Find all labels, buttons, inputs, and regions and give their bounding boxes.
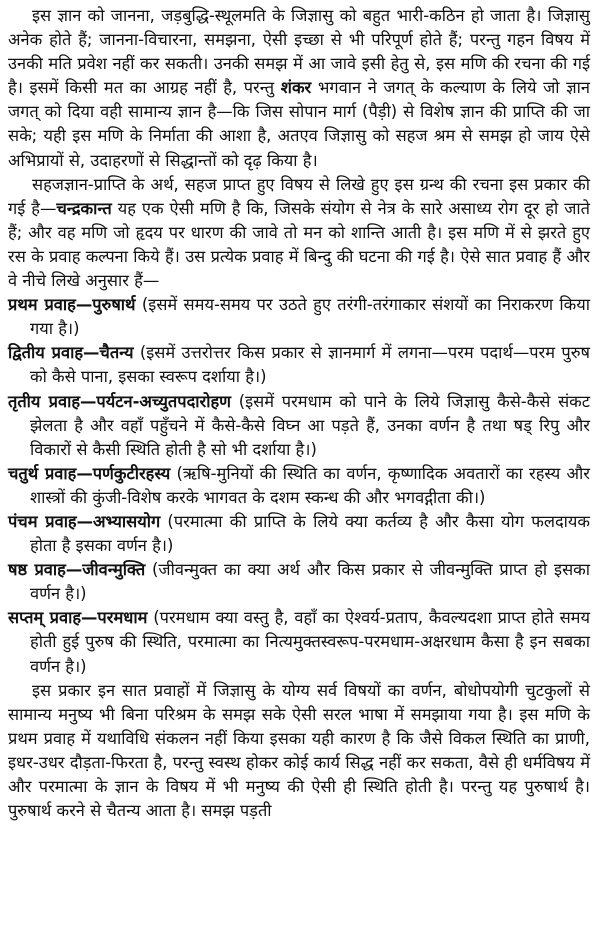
flow-description: (परमधाम क्या वस्तु है, वहाँ का ऐश्वर्य-प्रताप, कैवल्यदशा प्राप्त होते समय होती हुई पुरुष की स्थिति, परमात्मा का नित्यमुक्तस्वरूप-परमधाम-अक्षरधाम कैसा है इन सबका वर्णन है।) [30,608,590,676]
intro-paragraph [8,4,590,173]
flow-description: (परमात्मा की प्राप्ति के लिये क्या कर्तव्य है और कैसा योग फलदायक होता है इसका वर्णन है।) [30,511,591,556]
flow-heading: तृतीय प्रवाह—पर्यटन-अच्युतपदारोहण [8,391,232,411]
flow-entry-4 [8,462,590,510]
composition-text-end: यह एक ऐसी मणि है कि, जिसके संयोग से नेत्र के सारे असाध्य रोग दूर हो जाते हैं; और वह मणि जो हृदय पर धारण की जावे तो मन को शान्ति आती है। इस मणि में से झरते हुए रस के प्रवाह कल्पना किये हैं। उस प्रत्येक प्रवाह में बिन्दु की घटना की गई है। ऐसे सात प्रवाह हैं और वे नीचे लिखे अनुसार हैं— [8,198,590,291]
closing-paragraph: इस प्रकार इन सात प्रवाहों में जिज्ञासु के योग्य सर्व विषयों का वर्णन, बोधोपयोगी चुटकुलों से सामान्य मनुष्य भी बिना परिश्रम के समझ सके ऐसी सरल भाषा में समझाया गया है। इस मणि के प्रथम प्रवाह में यथाविधि संकलन नहीं किया इसका यही कारण है कि जैसे विकल स्थिति का प्राणी, इधर-उधर दौड़ता-फिरता है, परन्तु स्वस्थ होकर कोई कार्य सिद्ध नहीं कर सकता, वैसे ही धर्मविषय में और परमात्मा के ज्ञान के विषय में भी मनुष्य की ऐसी ही स्थिति होती है। परन्तु यह पुरुषार्थ है। पुरुषार्थ करने से चैतन्य आता है। समझ पड़ती [8,680,590,821]
intro-text-start: इस ज्ञान को जानना, जड़बुद्धि-स्थूलमति के जिज्ञासु को बहुत भारी-कठिन हो जाता है। जिज्ञासु अनेक होते हैं; जानना-विचारना, समझना, ऐसी इच्छा से भी परिपूर्ण होते हैं; परन्तु गहन विषय में उनकी मति प्रवेश नहीं कर सकती। उनकी समझ में आ जावे इसी हेतु से, इस मणि की रचना की गई है। इसमें किसी मत का आग्रह नहीं है, परन्तु [8,6,590,98]
composition-text-start: सहजज्ञान-प्राप्ति के अर्थ, सहज प्राप्त हुए विषय से लिखे हुए इस ग्रन्थ की रचना इस प्रकार की गई है— [8,174,590,218]
flow-description: (इसमें समय-समय पर उठते हुए तरंगी-तरंगाकार संशयों का निराकरण किया गया है।) [30,295,590,339]
flow-entry-1 [8,293,590,341]
flow-description: (जीवन्मुक्त का क्या अर्थ और किस प्रकार से जीवन्मुक्ति प्राप्त हो इसका वर्णन है।) [30,560,590,604]
flow-heading: पंचम प्रवाह—अभ्यासयोग [8,511,161,531]
flow-entry-3 [8,390,590,462]
flow-heading: द्वितीय प्रवाह—चैतन्य [8,343,134,363]
flow-entry-7 [8,606,590,678]
flow-entry-5 [8,510,590,558]
shankar-name: शंकर [280,78,312,98]
flow-entry-2 [8,341,590,389]
book-title-chandrakant: चन्द्रकान्त [56,198,112,218]
flow-heading: सप्तम् प्रवाह—परमधाम [8,608,148,628]
flow-description: (इसमें उत्तरोत्तर किस प्रकार से ज्ञानमार्ग में लगना—परम पदार्थ—परम पुरुष को कैसे पाना, इसका स्वरूप दर्शाया है।) [30,343,590,387]
intro-text-end: भगवान ने जगत् के कल्याण के लिये जो ज्ञान जगत् को दिया वही सामान्य ज्ञान है—कि जिस सोपान मार्ग (पैड़ी) से विशेष ज्ञान की प्राप्ति की जा सके; यही इस मणि के निर्माता की आशा है, अतएव जिज्ञासु को सहज श्रम से समझ हो जाय ऐसे अभिप्रायों से, उदाहरणों से सिद्धान्तों को दृढ़ किया है। [8,78,590,170]
flow-heading: षष्ठ प्रवाह—जीवन्मुक्ति [8,560,146,580]
flow-entry-6 [8,558,590,606]
flow-description: (इसमें परमधाम को पाने के लिये जिज्ञासु कैसे-कैसे संकट झेलता है और वहाँ पहुँचने में कैसे-कैसे विघ्न आ पड़ते हैं, उनका वर्णन है तथा षड् रिपु और विकारों से कैसी स्थिति होती है सो भी दर्शाया है।) [30,391,591,459]
flow-heading: चतुर्थ प्रवाह—पर्णकुटीरहस्य [8,463,171,483]
flow-description: (ऋषि-मुनियों की स्थिति का वर्णन, कृष्णादिक अवतारों का रहस्य और शास्त्रों की कुंजी-विशेष करके भागवत के दशम स्कन्ध की और भगवद्गीता की।) [30,463,590,507]
flow-heading: प्रथम प्रवाह—पुरुषार्थ [8,295,136,315]
composition-paragraph [8,173,590,293]
